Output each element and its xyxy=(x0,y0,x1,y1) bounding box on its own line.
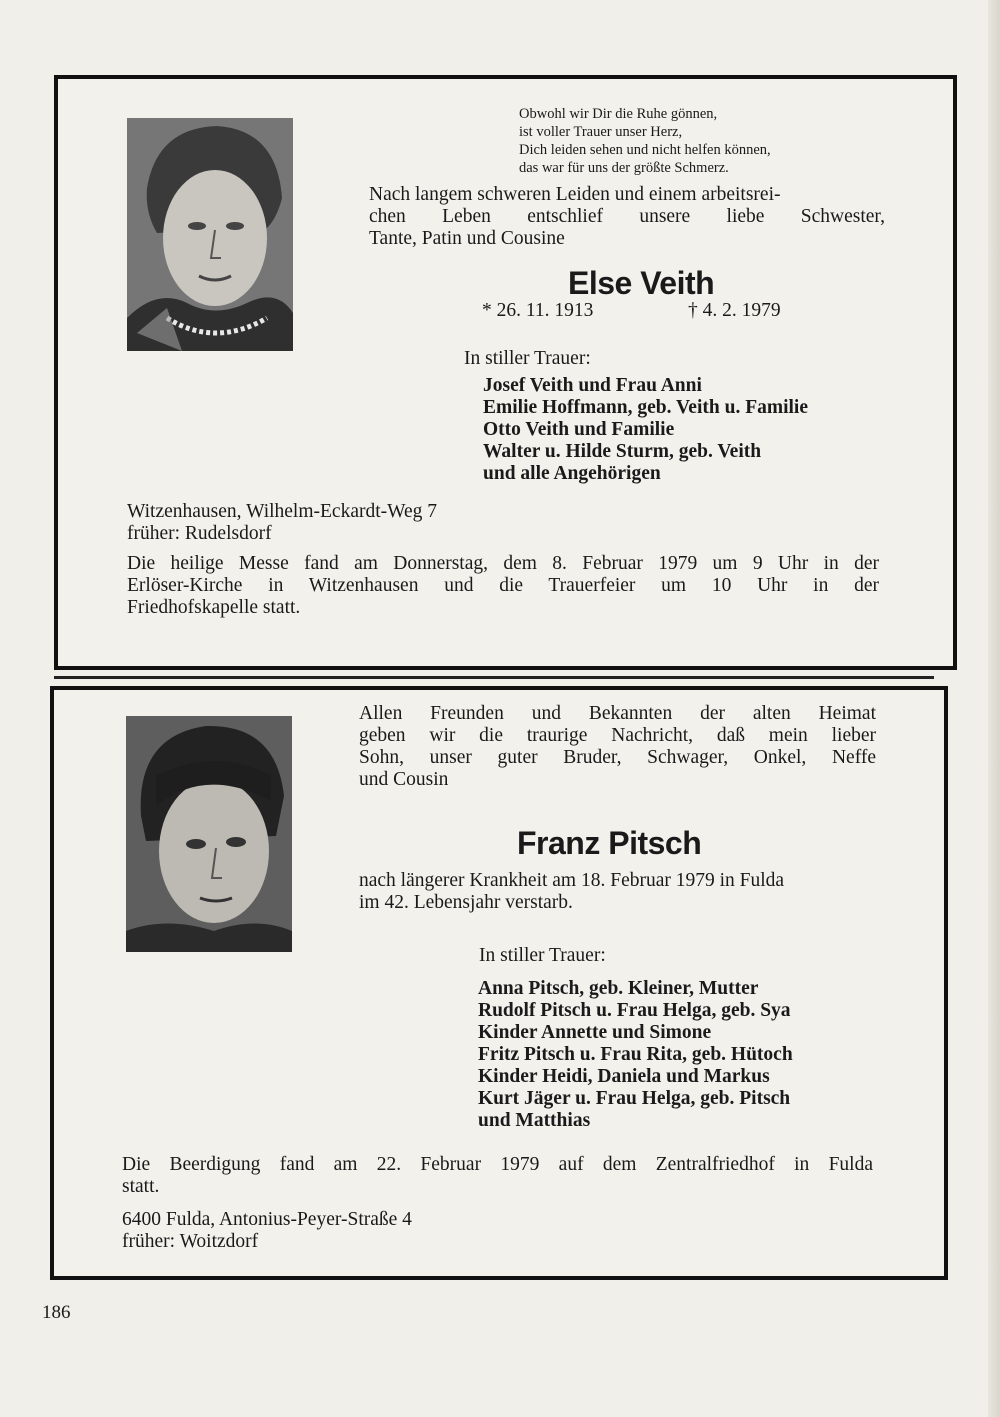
intro-line-4: und Cousin xyxy=(359,769,449,790)
poem-line-1: Obwohl wir Dir die Ruhe gönnen, xyxy=(519,106,718,122)
mourner-line: Josef Veith und Frau Anni xyxy=(483,375,702,396)
mourner-line: Otto Veith und Familie xyxy=(483,419,675,440)
mourner-line: Emilie Hoffmann, geb. Veith u. Familie xyxy=(483,397,809,418)
page-number: 186 xyxy=(42,1302,71,1323)
address: Witzenhausen, Wilhelm-Eckardt-Weg 7 xyxy=(127,501,438,522)
mourning-heading: In stiller Trauer: xyxy=(464,348,591,369)
poem-line-4: das war für uns der größte Schmerz. xyxy=(519,160,729,176)
mourner-line: Kinder Annette und Simone xyxy=(478,1022,712,1043)
death-date: † 4. 2. 1979 xyxy=(688,300,781,321)
portrait-photo-franz-pitsch xyxy=(126,716,292,952)
former-residence: früher: Rudelsdorf xyxy=(127,523,272,544)
mourner-line: und Matthias xyxy=(478,1110,591,1131)
mourner-line: Rudolf Pitsch u. Frau Helga, geb. Sya xyxy=(478,1000,791,1021)
former-residence: früher: Woitzdorf xyxy=(122,1231,259,1252)
intro-line-2: chen Leben entschlief unsere liebe Schwester, xyxy=(369,206,885,227)
poem-line-2: ist voller Trauer unser Herz, xyxy=(519,124,683,140)
intro-line-2: geben wir die traurige Nachricht, daß mein lieber xyxy=(359,725,876,746)
mourner-line: Anna Pitsch, geb. Kleiner, Mutter xyxy=(478,978,759,999)
divider xyxy=(54,676,934,679)
mourner-line: und alle Angehörigen xyxy=(483,463,661,484)
mourner-line: Kurt Jäger u. Frau Helga, geb. Pitsch xyxy=(478,1088,791,1109)
death-text-line-2: im 42. Lebensjahr verstarb. xyxy=(359,892,573,913)
burial-line-1: Die Beerdigung fand am 22. Februar 1979 auf dem Zentralfriedhof in Fulda xyxy=(122,1154,873,1175)
mourner-line: Fritz Pitsch u. Frau Rita, geb. Hütoch xyxy=(478,1044,793,1065)
service-line-3: Friedhofskapelle statt. xyxy=(127,597,301,618)
poem-line-3: Dich leiden sehen und nicht helfen können, xyxy=(519,142,771,158)
mourning-heading: In stiller Trauer: xyxy=(479,945,606,966)
intro-line-1: Allen Freunden und Bekannten der alten Heimat xyxy=(359,703,876,724)
mourner-line: Kinder Heidi, Daniela und Markus xyxy=(478,1066,770,1087)
service-line-1: Die heilige Messe fand am Donnerstag, dem 8. Februar 1979 um 9 Uhr in der xyxy=(127,553,879,574)
page-edge xyxy=(988,0,1000,1417)
intro-line-3: Sohn, unser guter Bruder, Schwager, Onkel, Neffe xyxy=(359,747,876,768)
death-text-line-1: nach längerer Krankheit am 18. Februar 1979 in Fulda xyxy=(359,870,785,891)
portrait-photo-else-veith xyxy=(127,118,293,351)
service-line-2: Erlöser-Kirche in Witzenhausen und die Trauerfeier um 10 Uhr in der xyxy=(127,575,879,596)
deceased-name: Franz Pitsch xyxy=(517,825,702,861)
birth-date: * 26. 11. 1913 xyxy=(482,300,594,321)
address: 6400 Fulda, Antonius-Peyer-Straße 4 xyxy=(122,1209,412,1230)
deceased-name: Else Veith xyxy=(568,265,715,301)
mourner-line: Walter u. Hilde Sturm, geb. Veith xyxy=(483,441,762,462)
intro-line-3: Tante, Patin und Cousine xyxy=(369,228,565,249)
intro-line-1: Nach langem schweren Leiden und einem arbeitsrei- xyxy=(369,184,781,205)
burial-line-2: statt. xyxy=(122,1176,160,1197)
